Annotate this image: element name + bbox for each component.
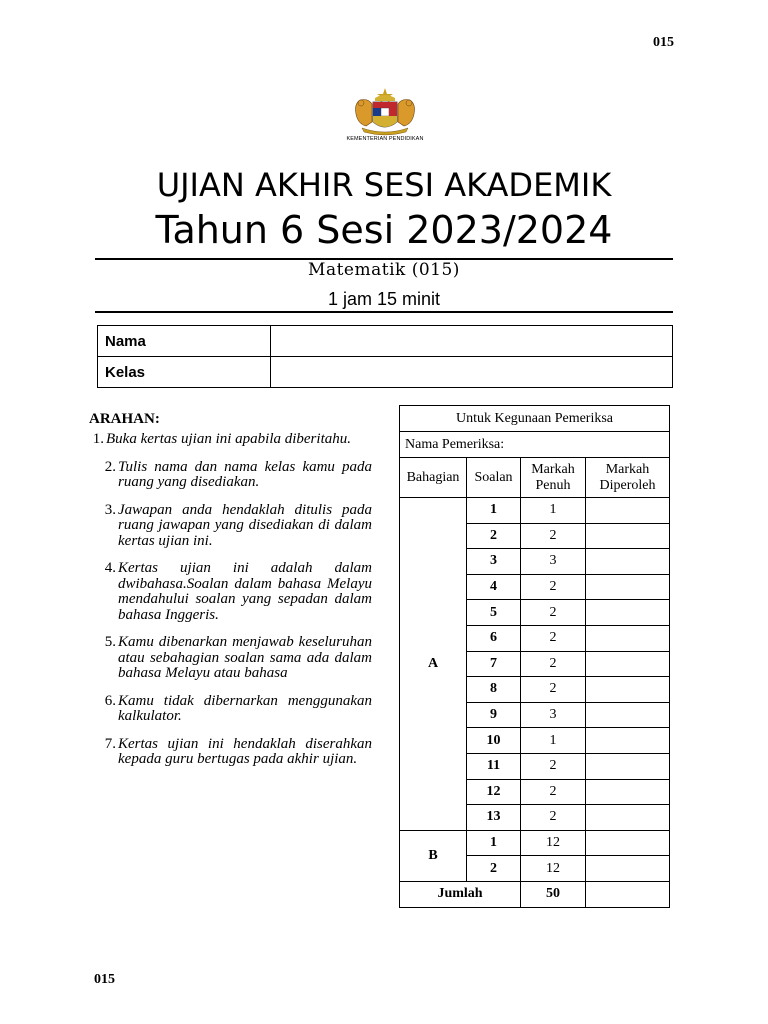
full-marks: 12 (521, 856, 586, 882)
instruction-item (89, 635, 372, 682)
subject-title: Matematik (015) (308, 260, 460, 280)
instruction-item (89, 561, 372, 623)
marks-obtained[interactable] (586, 498, 670, 524)
question-number: 8 (467, 677, 521, 703)
class-row (98, 357, 673, 388)
marks-obtained[interactable] (586, 856, 670, 882)
question-number: 9 (467, 702, 521, 728)
full-marks: 12 (521, 830, 586, 856)
divider-bottom (95, 311, 673, 313)
total-full-marks: 50 (521, 881, 586, 907)
question-number: 12 (467, 779, 521, 805)
examiner-table-title: Untuk Kegunaan Pemeriksa (400, 406, 670, 432)
instruction-number: 4. (104, 560, 116, 576)
full-marks: 2 (521, 651, 586, 677)
class-field[interactable] (271, 357, 673, 388)
instruction-number: 3. (104, 501, 116, 518)
instruction-number: 6. (104, 692, 116, 709)
marks-obtained[interactable] (586, 651, 670, 677)
full-marks: 2 (521, 600, 586, 626)
marks-obtained[interactable] (586, 625, 670, 651)
column-header-section: Bahagian (400, 458, 467, 498)
question-number: 13 (467, 805, 521, 831)
full-marks: 3 (521, 702, 586, 728)
instruction-text: Tulis nama dan nama kelas kamu pada ruang yang disediakan. (118, 458, 372, 490)
full-marks: 2 (521, 779, 586, 805)
marks-obtained[interactable] (586, 574, 670, 600)
examiner-title-row (400, 406, 670, 432)
marks-obtained[interactable] (586, 600, 670, 626)
instructions-heading: ARAHAN: (89, 411, 160, 427)
table-row (400, 498, 670, 524)
instruction-number: 7. (104, 735, 116, 752)
question-number: 2 (467, 856, 521, 882)
full-marks: 1 (521, 498, 586, 524)
column-header-question: Soalan (467, 458, 521, 498)
question-number: 5 (467, 600, 521, 626)
full-marks: 1 (521, 728, 586, 754)
examiner-name-label: Nama Pemeriksa: (400, 432, 670, 458)
instruction-number: 1. (92, 431, 104, 447)
table-header-row (400, 458, 670, 498)
instruction-item (89, 503, 372, 550)
coat-of-arms-icon (340, 86, 430, 136)
question-number: 4 (467, 574, 521, 600)
column-header-full-marks: Markah Penuh (521, 458, 586, 498)
full-marks: 2 (521, 753, 586, 779)
total-label: Jumlah (400, 881, 521, 907)
table-row (400, 830, 670, 856)
instruction-number: 5. (104, 634, 116, 650)
column-header-marks-obtained: Markah Diperoleh (586, 458, 670, 498)
marks-obtained[interactable] (586, 779, 670, 805)
instruction-item (89, 694, 372, 725)
name-row (98, 326, 673, 357)
marks-obtained[interactable] (586, 728, 670, 754)
class-label: Kelas (98, 357, 271, 388)
name-label: Nama (98, 326, 271, 357)
instruction-text: Kertas ujian ini adalah dalam dwibahasa.Soalan dalam bahasa Melayu mendahului soalan yang sepadan dalam bahasa Inggeris. (118, 560, 372, 623)
full-marks: 2 (521, 805, 586, 831)
marks-obtained[interactable] (586, 702, 670, 728)
question-number: 2 (467, 523, 521, 549)
paper-code-bottom: 015 (94, 972, 115, 987)
instruction-item (89, 460, 372, 491)
instructions-list (89, 432, 372, 780)
question-number: 7 (467, 651, 521, 677)
full-marks: 3 (521, 549, 586, 575)
full-marks: 2 (521, 523, 586, 549)
exam-title: UJIAN AKHIR SESI AKADEMIK (156, 166, 612, 204)
marks-obtained[interactable] (586, 677, 670, 703)
question-number: 6 (467, 625, 521, 651)
instruction-text: Kamu dibenarkan menjawab keseluruhan atau sebahagian soalan sama ada dalam bahasa Melayu atau bahasa (118, 634, 372, 681)
full-marks: 2 (521, 677, 586, 703)
instruction-item (89, 432, 372, 448)
name-field[interactable] (271, 326, 673, 357)
exam-duration: 1 jam 15 minit (327, 289, 441, 309)
marks-obtained[interactable] (586, 805, 670, 831)
instruction-number: 2. (104, 458, 116, 475)
student-info-table (97, 325, 673, 388)
marks-obtained[interactable] (586, 523, 670, 549)
instruction-item (89, 737, 372, 768)
logo-caption: KEMENTERIAN PENDIDIKAN (346, 136, 424, 142)
section-b-label: B (400, 830, 467, 881)
marks-obtained[interactable] (586, 753, 670, 779)
total-row (400, 881, 670, 907)
full-marks: 2 (521, 574, 586, 600)
question-number: 11 (467, 753, 521, 779)
instruction-text: Jawapan anda hendaklah ditulis pada ruang jawapan yang disediakan di dalam kertas ujian ini. (118, 501, 372, 549)
exam-year-session: Tahun 6 Sesi 2023/2024 (155, 208, 613, 252)
instruction-text: Kamu tidak dibernarkan menggunakan kalkulator. (118, 692, 372, 724)
question-number: 10 (467, 728, 521, 754)
full-marks: 2 (521, 625, 586, 651)
instruction-text: Kertas ujian ini hendaklah diserahkan kepada guru bertugas pada akhir ujian. (118, 735, 372, 767)
total-marks-obtained[interactable] (586, 881, 670, 907)
marks-obtained[interactable] (586, 830, 670, 856)
marks-obtained[interactable] (586, 549, 670, 575)
ministry-logo (340, 86, 430, 144)
section-a-label: A (400, 498, 467, 831)
examiner-name-row (400, 432, 670, 458)
question-number: 1 (467, 830, 521, 856)
instruction-text: Buka kertas ujian ini apabila diberitahu. (106, 431, 351, 447)
question-number: 1 (467, 498, 521, 524)
examiner-table (399, 405, 670, 908)
paper-code-top: 015 (653, 35, 674, 50)
question-number: 3 (467, 549, 521, 575)
